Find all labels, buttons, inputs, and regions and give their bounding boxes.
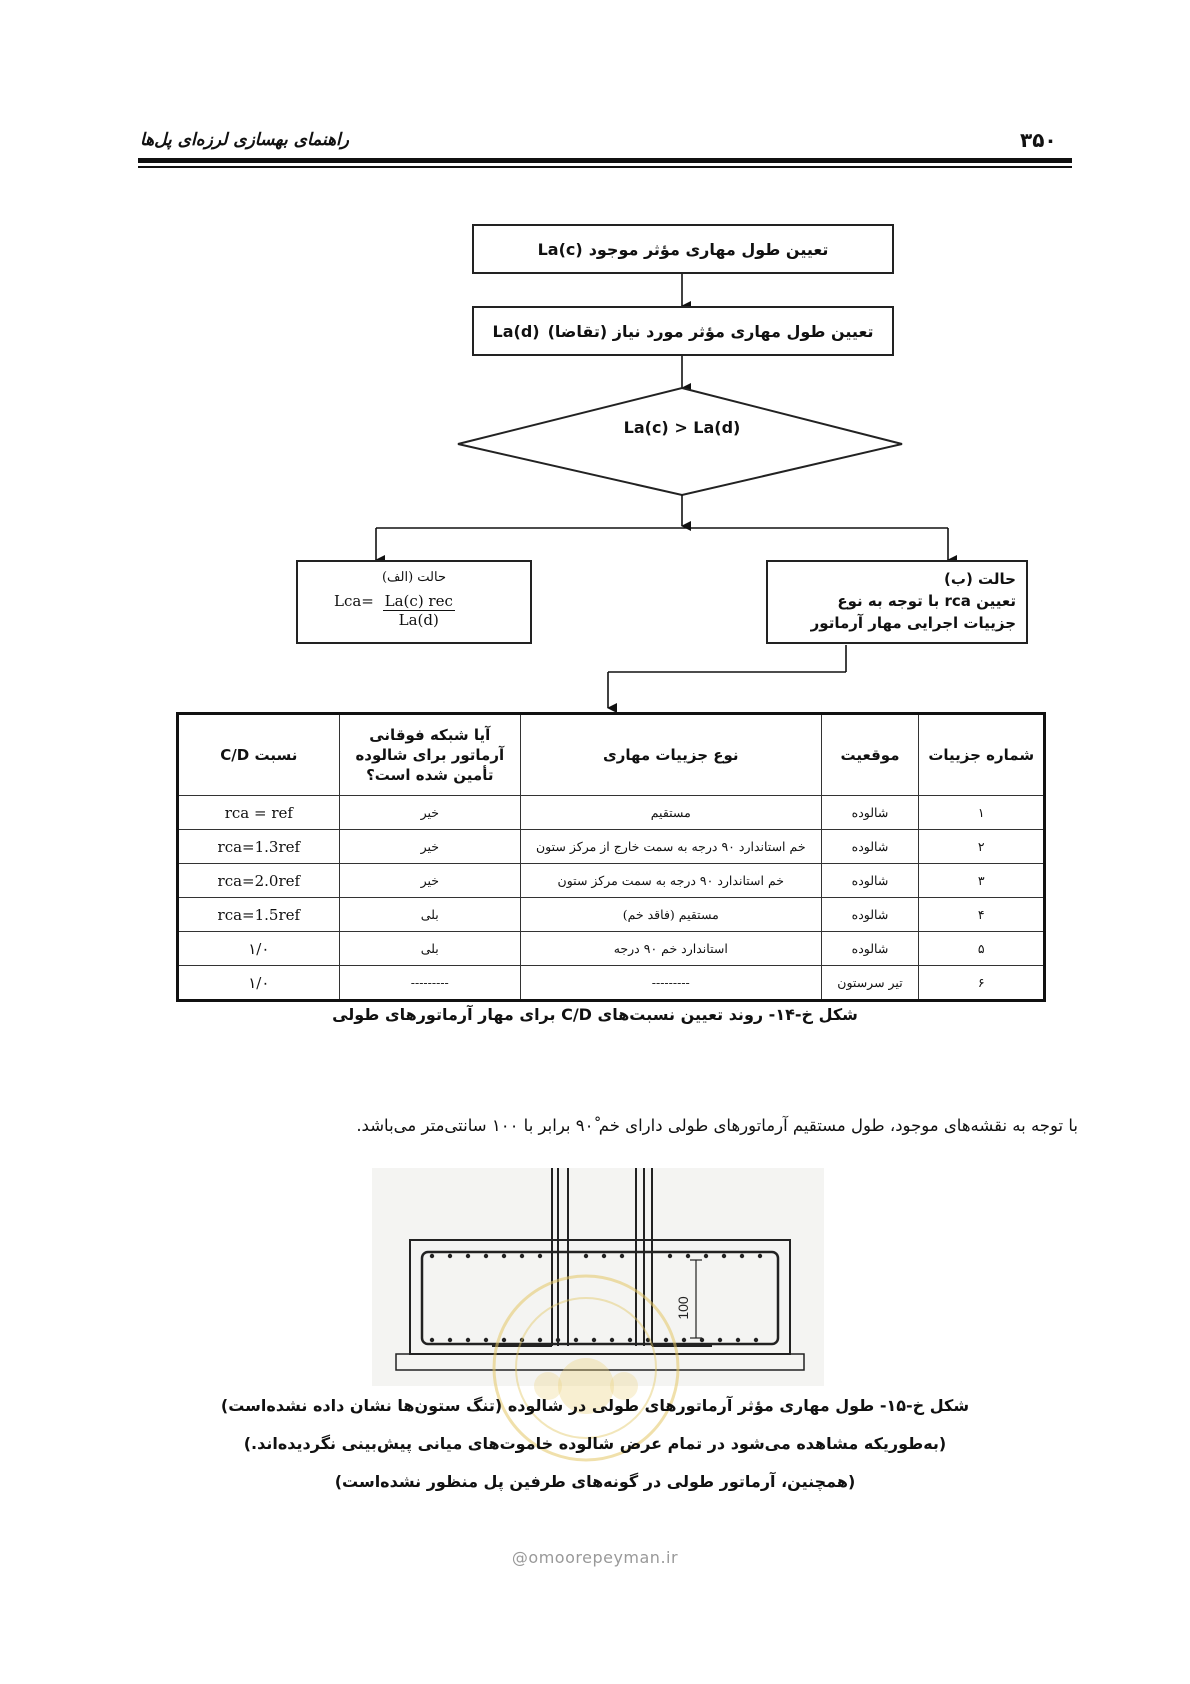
case-a-formula-lhs: Lca= — [334, 592, 374, 610]
cell-detail-number: ۵ — [919, 932, 1045, 966]
body-paragraph: با توجه به نقشه‌های موجود، طول مستقیم آرماتورهای طولی دارای خم ۹۰ْ برابر با ۱۰۰ سانتی‌متر می‌باشد. — [356, 1116, 1078, 1135]
cell-location: شالوده — [821, 932, 919, 966]
cell-cd-ratio: rca=1.5ref — [178, 898, 340, 932]
cell-cd-ratio: rca=1.3ref — [178, 830, 340, 864]
table-row — [178, 966, 1045, 1001]
cell-detail-number: ۲ — [919, 830, 1045, 864]
flow-box-existing-var: La(c) — [537, 239, 583, 259]
cell-location: شالوده — [821, 898, 919, 932]
col-location: موقعیت — [821, 714, 919, 796]
col-top-mat: آیا شبکه فوقانی آرماتور برای شالوده تأمین شده است؟ — [339, 714, 520, 796]
flow-box-required-var: La(d) — [492, 321, 540, 341]
case-b-line2: جزییات اجرایی مهار آرماتور — [810, 614, 1016, 632]
case-a-box — [296, 560, 532, 644]
cell-cd-ratio: ۱/۰ — [178, 966, 340, 1001]
flow-box-required-length — [472, 306, 894, 356]
cell-top-mat: بلی — [339, 898, 520, 932]
cell-anchorage-type: مستقیم — [520, 796, 821, 830]
cell-cd-ratio: ۱/۰ — [178, 932, 340, 966]
case-a-formula — [334, 592, 455, 629]
table-row — [178, 898, 1045, 932]
table-header-row — [178, 714, 1045, 796]
cell-anchorage-type: خم استاندارد ۹۰ درجه به سمت مرکز ستون — [520, 864, 821, 898]
table-row — [178, 864, 1045, 898]
table-row — [178, 830, 1045, 864]
cell-location: شالوده — [821, 796, 919, 830]
cell-detail-number: ۶ — [919, 966, 1045, 1001]
cell-location: شالوده — [821, 864, 919, 898]
cell-anchorage-type: --------- — [520, 966, 821, 1001]
figure-15-caption-line1: شکل خ-۱۵- طول مهاری مؤثر آرماتورهای طولی در شالوده (تنگ ستون‌ها نشان داده نشده‌است) — [220, 1396, 970, 1415]
cell-location: تیر سرستون — [821, 966, 919, 1001]
flow-box-existing-length — [472, 224, 894, 274]
cell-top-mat: بلی — [339, 932, 520, 966]
table-row — [178, 932, 1045, 966]
cell-location: شالوده — [821, 830, 919, 864]
case-b-text — [811, 568, 1016, 634]
flow-box-existing-text: تعیین طول مهاری مؤثر موجود — [588, 239, 829, 259]
figure-15-caption-line3: (همچنین، آرماتور طولی در گونه‌های طرفین پل منظور نشده‌است) — [334, 1472, 856, 1491]
cell-anchorage-type: استاندارد خم ۹۰ درجه — [520, 932, 821, 966]
cell-top-mat: خیر — [339, 864, 520, 898]
decision-diamond — [458, 388, 902, 495]
cell-top-mat: خیر — [339, 796, 520, 830]
cell-top-mat: --------- — [339, 966, 520, 1001]
dimension-label: 100 — [675, 1296, 691, 1320]
col-cd-ratio: نسبت C/D — [178, 714, 340, 796]
cell-cd-ratio: rca=2.0ref — [178, 864, 340, 898]
cell-anchorage-type: خم استاندارد ۹۰ درجه به سمت خارج از مرکز ستون — [520, 830, 821, 864]
flow-box-required-text: تعیین طول مهاری مؤثر مورد نیاز (تقاضا) — [547, 321, 874, 341]
col-anchorage-type: نوع جزییات مهاری — [520, 714, 821, 796]
cell-detail-number: ۱ — [919, 796, 1045, 830]
table-row — [178, 796, 1045, 830]
case-b-box — [766, 560, 1028, 644]
cell-detail-number: ۳ — [919, 864, 1045, 898]
cell-detail-number: ۴ — [919, 898, 1045, 932]
running-title: راهنمای بهسازی لرزه‌ای پل‌ها — [140, 130, 349, 150]
cd-ratio-table — [176, 712, 1046, 1002]
cell-top-mat: خیر — [339, 830, 520, 864]
watermark-website: @omoorepeyman.ir — [511, 1548, 679, 1567]
case-a-title: حالت (الف) — [381, 570, 447, 585]
case-b-line1: تعیین rca با توجه به نوع — [837, 592, 1016, 610]
case-b-title: حالت (ب) — [944, 570, 1016, 588]
col-detail-number: شماره جزییات — [919, 714, 1045, 796]
case-a-formula-denominator: La(d) — [398, 611, 439, 629]
cell-cd-ratio: rca = ref — [178, 796, 340, 830]
decision-text: La(c) > La(d) — [623, 418, 741, 437]
figure-15-caption-line2: (به‌طوریکه مشاهده می‌شود در تمام عرض شالوده خاموت‌های میانی پیش‌بینی نگردیده‌اند.) — [243, 1434, 947, 1453]
case-a-formula-numerator: La(c) rec — [384, 592, 453, 610]
cell-anchorage-type: مستقیم (فاقد خم) — [520, 898, 821, 932]
page-number: ۳۵۰ — [1020, 128, 1057, 152]
figure-14-caption: شکل خ-۱۴- روند تعیین نسبت‌های C/D برای مهار آرماتورهای طولی — [332, 1005, 858, 1024]
